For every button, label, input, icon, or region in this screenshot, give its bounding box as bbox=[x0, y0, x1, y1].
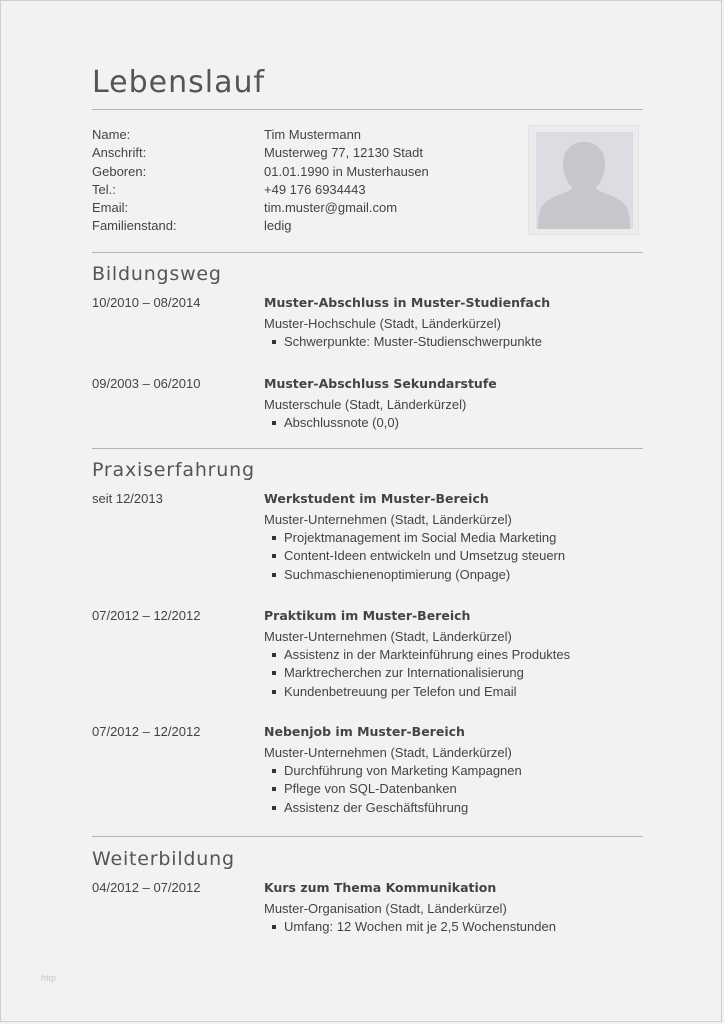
watermark: http bbox=[41, 973, 57, 983]
entry-role: Praktikum im Muster-Bereich bbox=[264, 608, 471, 623]
info-value: +49 176 6934443 bbox=[264, 181, 366, 197]
entry-bullets bbox=[264, 762, 643, 817]
entry-date: 10/2010 – 08/2014 bbox=[92, 295, 201, 310]
bullet-item: Marktrecherchen zur Internationalisierung bbox=[264, 664, 643, 682]
section-title-education: Bildungsweg bbox=[92, 263, 222, 285]
entry-organization: Muster-Hochschule (Stadt, Länderkürzel) bbox=[264, 316, 501, 331]
bullet-item: Umfang: 12 Wochen mit je 2,5 Wochenstunden bbox=[264, 918, 643, 936]
entry-date: seit 12/2013 bbox=[92, 491, 163, 506]
entry-role: Muster-Abschluss Sekundarstufe bbox=[264, 376, 497, 391]
personal-info bbox=[92, 126, 429, 236]
entry-role: Kurs zum Thema Kommunikation bbox=[264, 880, 497, 895]
bullet-item: Abschlussnote (0,0) bbox=[264, 414, 643, 432]
section-title-training: Weiterbildung bbox=[92, 848, 235, 870]
entry-date: 07/2012 – 12/2012 bbox=[92, 608, 201, 623]
person-silhouette-icon bbox=[536, 132, 633, 229]
info-label: Name: bbox=[92, 127, 131, 142]
section-divider bbox=[92, 836, 643, 837]
entry-role: Werkstudent im Muster-Bereich bbox=[264, 491, 489, 506]
info-label: Geboren: bbox=[92, 163, 147, 179]
bullet-item: Assistenz in der Markteinführung eines Produktes bbox=[264, 646, 643, 664]
entry-date: 04/2012 – 07/2012 bbox=[92, 880, 201, 895]
info-row-address bbox=[92, 144, 429, 162]
entry-bullets bbox=[264, 529, 643, 584]
entry-bullets bbox=[264, 646, 643, 701]
title-divider bbox=[92, 109, 643, 110]
info-row-birth bbox=[92, 163, 429, 181]
profile-photo bbox=[528, 125, 639, 235]
bullet-item: Kundenbetreuung per Telefon und Email bbox=[264, 683, 643, 701]
bullet-item: Suchmaschienenoptimierung (Onpage) bbox=[264, 566, 643, 584]
entry-role: Muster-Abschluss in Muster-Studienfach bbox=[264, 295, 551, 310]
section-divider bbox=[92, 252, 643, 253]
entry-organization: Muster-Organisation (Stadt, Länderkürzel) bbox=[264, 901, 507, 916]
bullet-item: Schwerpunkte: Muster-Studienschwerpunkte bbox=[264, 333, 643, 351]
info-row-email bbox=[92, 199, 429, 217]
entry-bullets bbox=[264, 918, 643, 936]
info-value: Musterweg 77, 12130 Stadt bbox=[264, 145, 423, 161]
entry-date: 09/2003 – 06/2010 bbox=[92, 376, 201, 391]
bullet-item: Durchführung von Marketing Kampagnen bbox=[264, 762, 643, 780]
bullet-item: Assistenz der Geschäftsführung bbox=[264, 799, 643, 817]
info-row-marital-status bbox=[92, 217, 429, 235]
entry-role: Nebenjob im Muster-Bereich bbox=[264, 724, 465, 739]
bullet-item: Pflege von SQL-Datenbanken bbox=[264, 780, 643, 798]
info-label: Tel.: bbox=[92, 181, 116, 197]
info-row-phone bbox=[92, 181, 429, 199]
bullet-item: Projektmanagement im Social Media Marketing bbox=[264, 529, 643, 547]
entry-bullets bbox=[264, 333, 643, 351]
info-row-name bbox=[92, 126, 429, 144]
info-value: Tim Mustermann bbox=[264, 127, 362, 142]
entry-organization: Musterschule (Stadt, Länderkürzel) bbox=[264, 397, 467, 412]
page-title: Lebenslauf bbox=[92, 65, 266, 100]
entry-organization: Muster-Unternehmen (Stadt, Länderkürzel) bbox=[264, 512, 512, 527]
bullet-item: Content-Ideen entwickeln und Umsetzug steuern bbox=[264, 547, 643, 565]
section-divider bbox=[92, 448, 643, 449]
info-value: ledig bbox=[264, 218, 292, 234]
entry-date: 07/2012 – 12/2012 bbox=[92, 724, 201, 739]
section-title-experience: Praxiserfahrung bbox=[92, 459, 255, 481]
info-label: Email: bbox=[92, 200, 129, 216]
entry-organization: Muster-Unternehmen (Stadt, Länderkürzel) bbox=[264, 745, 512, 760]
info-label: Anschrift: bbox=[92, 145, 147, 161]
info-label: Familienstand: bbox=[92, 218, 177, 234]
info-value: 01.01.1990 in Musterhausen bbox=[264, 163, 429, 179]
entry-organization: Muster-Unternehmen (Stadt, Länderkürzel) bbox=[264, 629, 512, 644]
entry-bullets bbox=[264, 414, 643, 432]
info-value: tim.muster@gmail.com bbox=[264, 200, 398, 216]
